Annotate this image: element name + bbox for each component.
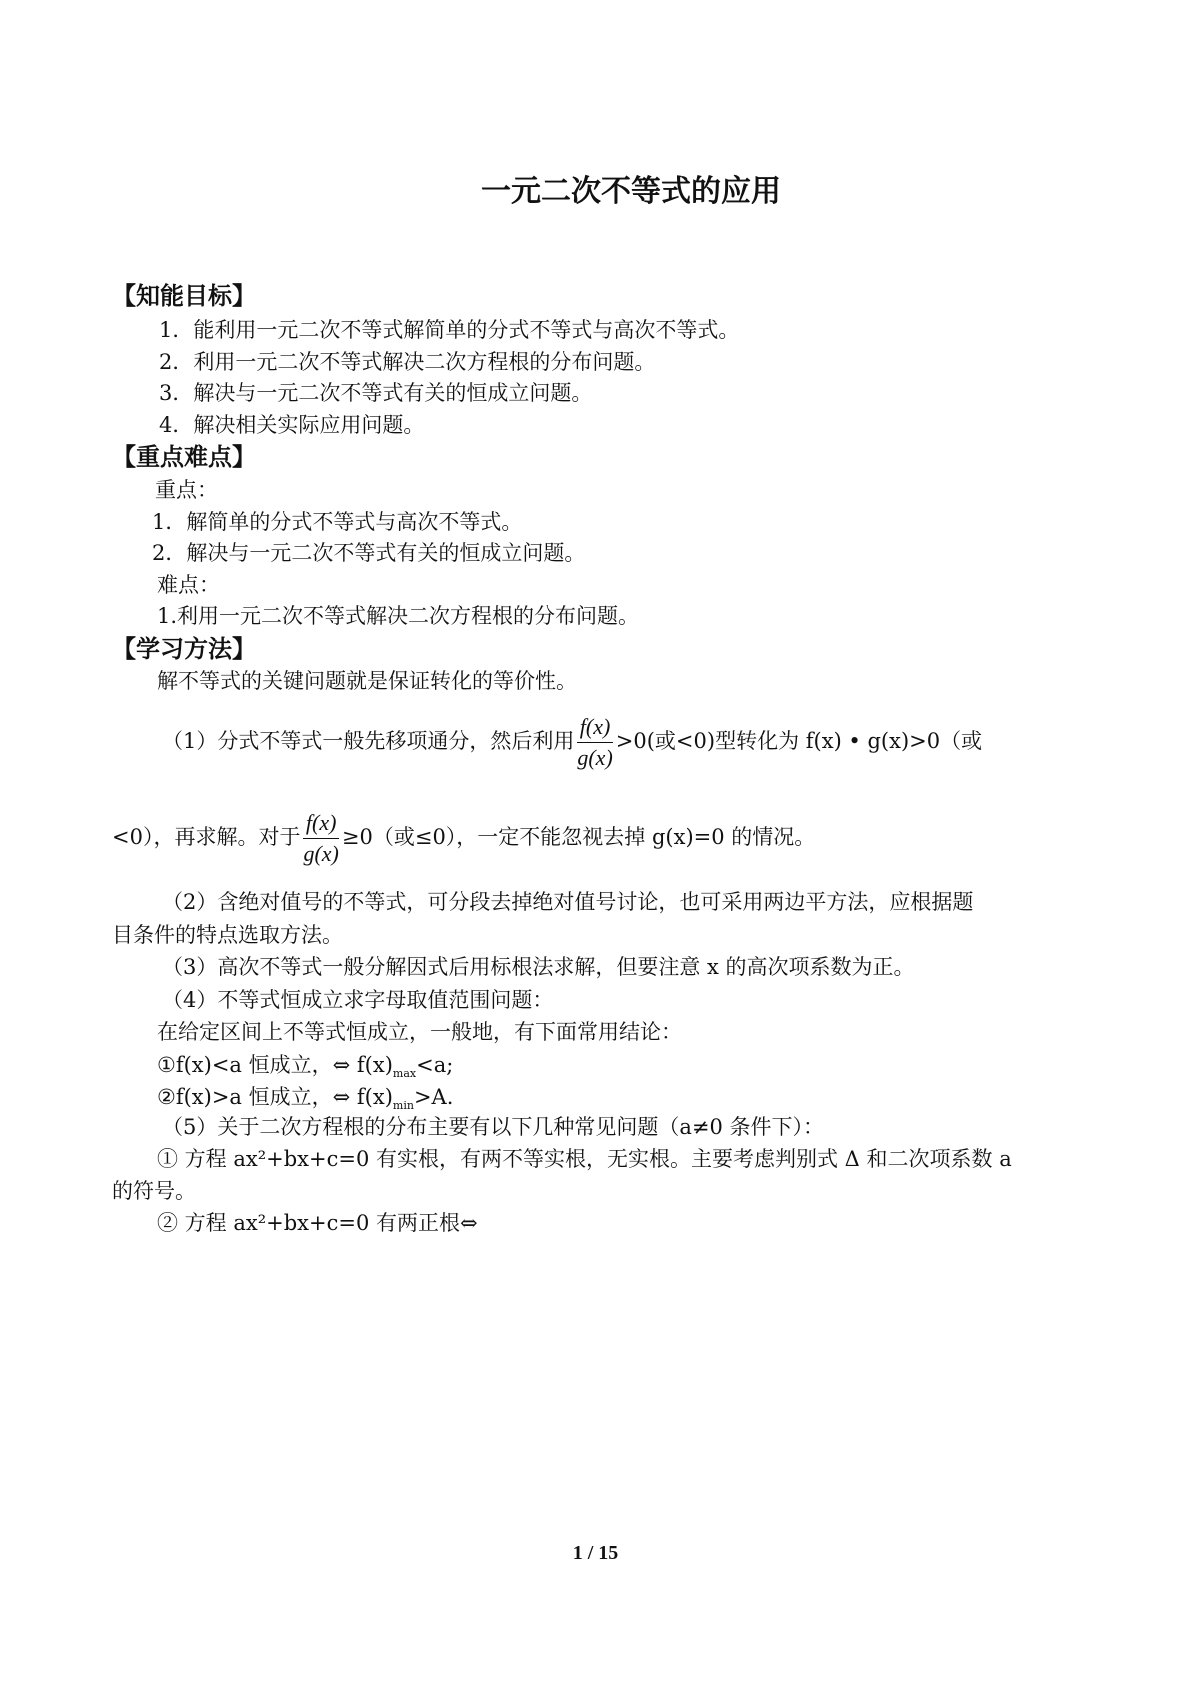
method-heading: 【学习方法】	[112, 635, 256, 663]
text: ≥0（或≤0），一定不能忽视去掉 g(x)=0 的情况。	[341, 825, 816, 849]
method-p2-cont: 目条件的特点选取方法。	[112, 923, 343, 947]
method-p1-line2	[112, 806, 815, 869]
method-intro: 解不等式的关键问题就是保证转化的等价性。	[157, 669, 577, 693]
keypoints-heading: 【重点难点】	[112, 443, 256, 471]
method-p4: （4）不等式恒成立求字母取值范围问题：	[162, 988, 554, 1012]
fraction	[303, 808, 338, 869]
goal-item: 1．能利用一元二次不等式解简单的分式不等式与高次不等式。	[159, 318, 740, 342]
method-p5-item1-cont: 的符号。	[112, 1179, 196, 1203]
method-p2: （2）含绝对值号的不等式，可分段去掉绝对值号讨论，也可采用两边平方法，应根据题	[162, 890, 974, 914]
method-p5-item1: ① 方程 ax²+bx+c=0 有实根，有两不等实根，无实根。主要考虑判别式 Δ 和二次项系数 a	[157, 1147, 1012, 1171]
subscript: max	[392, 1067, 417, 1081]
method-p4-intro: 在给定区间上不等式恒成立，一般地，有下面常用结论：	[157, 1020, 682, 1044]
method-p3: （3）高次不等式一般分解因式后用标根法求解，但要注意 x 的高次项系数为正。	[162, 955, 915, 979]
goals-heading: 【知能目标】	[112, 282, 256, 310]
key-item: 2．解决与一元二次不等式有关的恒成立问题。	[152, 541, 586, 565]
page-title: 一元二次不等式的应用	[481, 174, 781, 209]
key-item: 1．解简单的分式不等式与高次不等式。	[152, 510, 523, 534]
hard-item: 1.利用一元二次不等式解决二次方程根的分布问题。	[157, 604, 640, 628]
text: ①f(x)<a 恒成立，⇔ f(x)	[157, 1053, 393, 1077]
numerator: f(x)	[577, 712, 612, 743]
method-p5: （5）关于二次方程根的分布主要有以下几种常见问题（a≠0 条件下）：	[162, 1115, 825, 1139]
text: >0(或<0)型转化为 f(x) • g(x)>0（或	[615, 729, 983, 753]
page-number: 1 / 15	[572, 1542, 619, 1564]
goal-item: 4．解决相关实际应用问题。	[159, 413, 425, 437]
key-label: 重点：	[155, 478, 218, 502]
hard-label: 难点：	[157, 573, 220, 597]
denominator: g(x)	[577, 745, 613, 770]
text: >A.	[413, 1085, 454, 1109]
denominator: g(x)	[303, 841, 339, 866]
text: <a;	[416, 1053, 454, 1077]
subscript: min	[392, 1099, 414, 1113]
goal-item: 3．解决与一元二次不等式有关的恒成立问题。	[159, 381, 593, 405]
goal-item: 2．利用一元二次不等式解决二次方程根的分布问题。	[159, 350, 656, 374]
method-p1-line1	[162, 710, 982, 773]
text: ②f(x)>a 恒成立，⇔ f(x)	[157, 1085, 393, 1109]
text: （1）分式不等式一般先移项通分，然后利用	[162, 729, 575, 753]
method-p5-item2: ② 方程 ax²+bx+c=0 有两正根⇔	[157, 1211, 478, 1235]
fraction	[577, 712, 612, 773]
numerator: f(x)	[303, 808, 338, 839]
text: <0），再求解。对于	[112, 825, 301, 849]
